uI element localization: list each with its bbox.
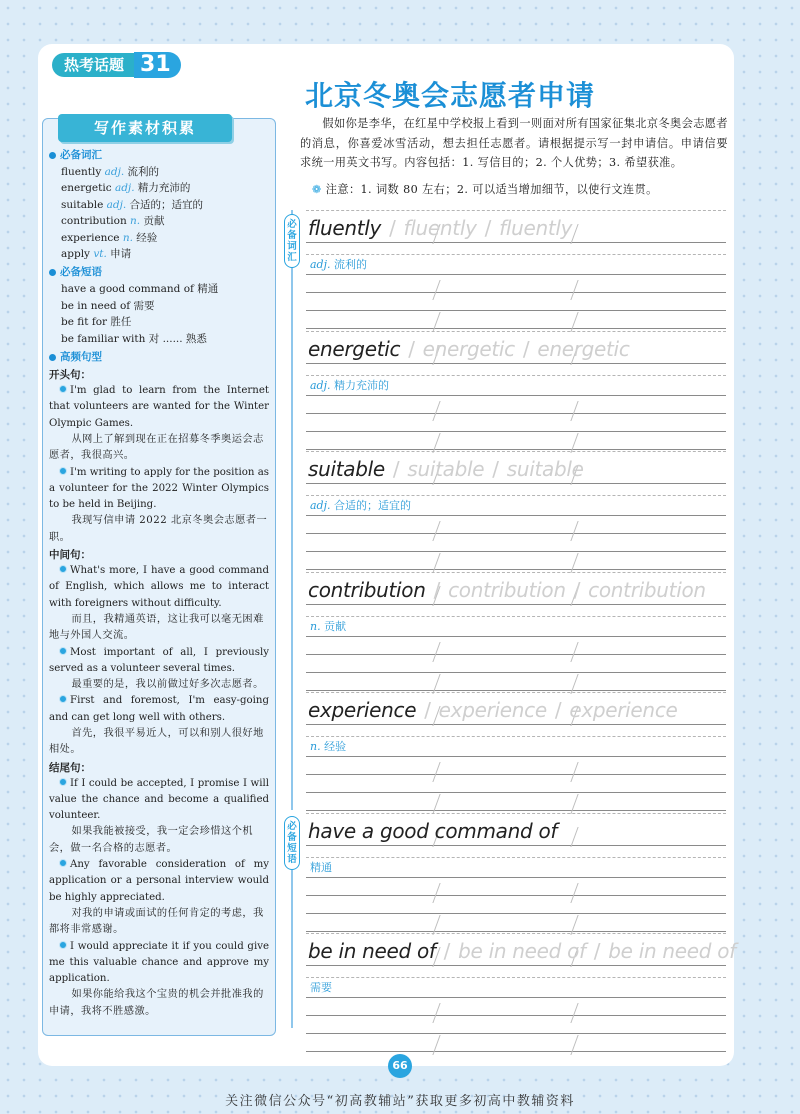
practice-word: [308, 337, 630, 361]
writing-rule: [306, 395, 726, 396]
practice-meaning: n. 贡献: [310, 619, 347, 633]
segment-mark: [432, 433, 440, 453]
trace-word: experience: [438, 698, 547, 722]
writing-rule: [306, 672, 726, 673]
sentence-cn: 对我的申请或面试的任何肯定的考虑，我都将非常感谢。: [49, 907, 264, 936]
trace-word: energetic: [422, 336, 515, 361]
segment-mark: [570, 312, 578, 332]
trace-slash: /: [593, 939, 601, 963]
writing-rule: [306, 877, 726, 878]
writing-guide: [306, 495, 726, 496]
segment-mark: [432, 762, 440, 782]
writing-rule: [306, 895, 726, 896]
sentence-cn: 如果我能被接受，我一定会珍惜这个机会，做一名合格的志愿者。: [49, 826, 254, 854]
trace-slash: /: [484, 216, 492, 240]
writing-rule: [306, 965, 726, 966]
page-title: 北京冬奥会志愿者申请: [304, 79, 595, 112]
bullet-dot-icon: [49, 152, 56, 159]
trace-slash: /: [573, 577, 581, 602]
sentence-en: What's more, I have a good command of English, which allows me to interact with foreigners without difficulty.: [49, 565, 269, 609]
writing-rule: [306, 533, 726, 534]
writing-guide: [306, 933, 726, 934]
vocab-pos: adj.: [114, 182, 135, 195]
writing-rule: [306, 483, 726, 484]
writing-rule: [306, 413, 726, 414]
writing-rule: [306, 431, 726, 432]
tab-vocab: [284, 214, 300, 268]
practice-word: [308, 216, 572, 240]
practice-divider-vocab: [291, 210, 293, 810]
sentence-bullet-icon: [59, 859, 67, 867]
sidebar-header: 写作素材积累: [58, 114, 232, 142]
sentence-cn: 首先，我很平易近人，可以和别人很好地相处。: [49, 728, 264, 756]
tab-char: 必: [287, 821, 297, 832]
page-number: 66: [388, 1054, 412, 1078]
segment-mark: [570, 794, 578, 814]
writing-rule: [306, 774, 726, 775]
writing-rule: [306, 931, 726, 932]
segment-mark: [570, 674, 578, 694]
sentence-group-label: 开头句：: [49, 369, 91, 382]
writing-rule: [306, 810, 726, 811]
writing-rule: [306, 310, 726, 311]
practice-meaning: adj. 合适的；适宜的: [310, 499, 412, 512]
sentence-cn: 我现写信申请 2022 北京冬奥会志愿者一职。: [49, 515, 268, 543]
phrase-list: [49, 281, 269, 347]
practice-word-text: suitable: [308, 457, 385, 481]
trace-slash: /: [443, 939, 451, 963]
trace-slash: /: [492, 457, 499, 481]
sentence-en: I'm writing to apply for the position as a volunteer for the 2022 Winter Olympics to be held in Beijing.: [49, 466, 269, 511]
segment-mark: [570, 827, 578, 847]
segment-mark: [570, 433, 578, 453]
vocab-item: energetic adj. 精力充沛的: [61, 182, 191, 195]
segment-mark: [432, 401, 440, 421]
practice-pos: n.: [310, 619, 321, 633]
sentence-groups: [49, 367, 269, 1020]
practice-word: [308, 939, 736, 963]
sentence-en: Most important of all, I previously served as a volunteer several times.: [49, 646, 269, 674]
trace-word: experience: [569, 698, 678, 722]
segment-mark: [432, 312, 440, 332]
tab-char: 词: [287, 241, 297, 252]
segment-mark: [570, 553, 578, 573]
tab-char: 汇: [287, 252, 297, 263]
sentence-group-label: 中间句：: [49, 549, 91, 562]
writing-rule: [306, 363, 726, 364]
writing-rule: [306, 636, 726, 637]
phrase-item: be familiar with 对 ...... 熟悉: [61, 332, 207, 345]
tab-char: 语: [287, 854, 297, 865]
segment-mark: [570, 521, 578, 541]
segment-mark: [432, 674, 440, 694]
practice-word: [308, 698, 678, 722]
writing-prompt: 假如你是李华，在红星中学校报上看到一则面对所有国家征集北京冬奥会志愿者的消息，你喜爱冰雪活动，想去担任志愿者。请根据提示写一封申请信。申请信要求统一用英文书写。内容包括：1. 写信目的；2. 个人优势；3. 希望获准。: [300, 117, 728, 170]
practice-block: [306, 455, 726, 573]
segment-mark: [432, 521, 440, 541]
writing-note: ❁ 注意：1. 词数 80 左右；2. 可以适当增加细节，以使行文连贯。: [312, 183, 658, 196]
vocab-pos: adj.: [106, 198, 127, 211]
sentence-en: I'm glad to learn from the Internet that volunteers are wanted for the Winter Olympic Games.: [49, 385, 269, 429]
footer-note: 关注微信公众号“初高教辅站”获取更多初高中教辅资料: [225, 1094, 575, 1109]
vocab-item: suitable adj. 合适的；适宜的: [61, 198, 204, 211]
sentence-group-label: 结尾句：: [49, 761, 91, 774]
sentence-bullet-icon: [59, 385, 67, 393]
writing-guide: [306, 210, 726, 211]
practice-block: [306, 696, 726, 814]
trace-word: be in need of: [458, 939, 586, 963]
segment-mark: [570, 883, 578, 903]
practice-meaning: adj. 流利的: [310, 258, 368, 271]
sentence-cn: 如果你能给我这个宝贵的机会并批准我的申请，我将不胜感激。: [49, 989, 264, 1017]
trace-slash: /: [433, 577, 441, 602]
phrase-item: have a good command of 精通: [61, 283, 219, 296]
segment-mark: [570, 1035, 578, 1055]
practice-block: [306, 576, 726, 694]
writing-rule: [306, 913, 726, 914]
writing-rule: [306, 1033, 726, 1034]
practice-word: [308, 819, 557, 843]
sentence-cn: 而且，我精通英语，这让我可以毫无困难地与外国人交流。: [49, 613, 264, 642]
segment-mark: [570, 1003, 578, 1023]
sentence-en: Any favorable consideration of my application or a personal interview would be highly appreciated.: [49, 859, 269, 903]
trace-word: fluently: [499, 216, 573, 240]
vocab-pos: adj.: [104, 166, 125, 178]
segment-mark: [570, 915, 578, 935]
vocab-item: contribution n. 贡献: [61, 215, 165, 228]
practice-pos: adj.: [310, 258, 331, 271]
writing-rule: [306, 724, 726, 725]
writing-rule: [306, 756, 726, 757]
practice-word: [308, 457, 584, 481]
practice-meaning: 精通: [310, 860, 332, 874]
practice-meaning: 需要: [310, 981, 332, 994]
writing-rule: [306, 449, 726, 450]
writing-guide: [306, 977, 726, 978]
sentence-cn: 从网上了解到现在正在招募冬季奥运会志愿者，我很高兴。: [49, 433, 264, 462]
sentence-cn: 最重要的是，我以前做过好多次志愿者。: [71, 679, 264, 691]
vocab-item: apply vt. 申请: [61, 248, 132, 261]
writing-rule: [306, 242, 726, 243]
practice-pos: adj.: [310, 499, 331, 512]
bullet-dot-icon: [49, 269, 56, 276]
trace-word: suitable: [407, 457, 485, 481]
practice-pos: n.: [310, 740, 321, 753]
practice-word-text: contribution: [308, 577, 426, 602]
vocab-item: experience n. 经验: [61, 231, 158, 244]
writing-rule: [306, 274, 726, 275]
vocab-pos: n.: [122, 231, 133, 244]
segment-mark: [570, 762, 578, 782]
writing-rule: [306, 1051, 726, 1052]
practice-word-text: have a good command of: [308, 818, 558, 843]
topic-badge: [52, 52, 181, 78]
material-sidebar: [42, 118, 276, 1036]
writing-guide: [306, 692, 726, 693]
note-star-icon: ❁: [312, 183, 322, 196]
tab-char: 必: [287, 219, 297, 230]
sentence-en: I would appreciate it if you could give me this valuable chance and approve my application.: [49, 940, 269, 985]
sentence-bullet-icon: [59, 565, 67, 573]
practice-meaning: adj. 精力充沛的: [310, 378, 390, 392]
sentence-en: If I could be accepted, I promise I will value the chance and become a qualified volunteer.: [49, 777, 269, 822]
trace-word: fluently: [403, 216, 477, 240]
trace-word: contribution: [448, 577, 566, 602]
writing-guide: [306, 572, 726, 573]
writing-rule: [306, 569, 726, 570]
practice-word-text: energetic: [308, 336, 401, 361]
writing-rule: [306, 328, 726, 329]
tab-char: 备: [287, 832, 297, 843]
tab-char: 短: [287, 843, 297, 854]
vocab-item: fluently adj. 流利的: [61, 166, 160, 178]
segment-mark: [570, 280, 578, 300]
trace-word: be in need of: [608, 939, 736, 963]
practice-pos: adj.: [310, 378, 331, 392]
segment-mark: [432, 642, 440, 662]
segment-mark: [432, 553, 440, 573]
topic-badge-label: 热考话题: [52, 53, 134, 77]
segment-mark: [432, 883, 440, 903]
segment-mark: [432, 915, 440, 935]
sentence-bullet-icon: [59, 941, 67, 949]
sentence-heading: 高频句型: [49, 349, 269, 366]
practice-word: [308, 578, 706, 602]
writing-guide: [306, 254, 726, 255]
topic-badge-number: 31: [134, 52, 181, 78]
segment-mark: [432, 1003, 440, 1023]
practice-block: [306, 214, 726, 332]
vocab-pos: vt.: [93, 248, 107, 261]
segment-mark: [432, 280, 440, 300]
trace-word: energetic: [537, 336, 630, 361]
writing-guide: [306, 736, 726, 737]
vocab-heading: 必备词汇: [49, 147, 269, 164]
tab-phrase: [284, 816, 300, 870]
vocab-list: [49, 164, 269, 262]
trace-slash: /: [389, 216, 396, 240]
bullet-dot-icon: [49, 354, 56, 361]
writing-rule: [306, 845, 726, 846]
writing-guide: [306, 616, 726, 617]
trace-slash: /: [522, 336, 530, 361]
phrase-item: be in need of 需要: [61, 299, 155, 312]
segment-mark: [432, 1035, 440, 1055]
segment-mark: [570, 401, 578, 421]
writing-guide: [306, 451, 726, 452]
writing-rule: [306, 997, 726, 998]
writing-guide: [306, 331, 726, 332]
trace-slash: /: [424, 698, 431, 722]
writing-rule: [306, 690, 726, 691]
practice-meaning: n. 经验: [310, 740, 347, 753]
trace-word: suitable: [506, 457, 584, 481]
writing-rule: [306, 604, 726, 605]
segment-mark: [432, 794, 440, 814]
sentence-bullet-icon: [59, 695, 67, 703]
writing-rule: [306, 654, 726, 655]
phrase-item: be fit for 胜任: [61, 316, 132, 329]
trace-slash: /: [392, 457, 400, 481]
sentence-en: First and foremost, I'm easy-going and can get long well with others.: [49, 695, 269, 723]
practice-block: [306, 937, 736, 1055]
writing-rule: [306, 515, 726, 516]
practice-word-text: experience: [308, 698, 417, 722]
phrase-heading: 必备短语: [49, 264, 269, 281]
sentence-bullet-icon: [59, 647, 67, 655]
sentence-bullet-icon: [59, 778, 67, 786]
writing-rule: [306, 551, 726, 552]
writing-guide: [306, 813, 726, 814]
writing-rule: [306, 792, 726, 793]
practice-word-text: be in need of: [308, 939, 436, 963]
trace-slash: /: [554, 698, 562, 722]
practice-word-text: fluently: [308, 216, 382, 240]
writing-rule: [306, 292, 726, 293]
practice-block: [306, 335, 726, 453]
writing-guide: [306, 375, 726, 376]
tab-char: 备: [287, 230, 297, 241]
sentence-bullet-icon: [59, 467, 67, 475]
segment-mark: [570, 642, 578, 662]
writing-guide: [306, 857, 726, 858]
vocab-pos: n.: [130, 215, 141, 228]
trace-word: contribution: [588, 577, 706, 602]
writing-rule: [306, 1015, 726, 1016]
trace-slash: /: [408, 336, 415, 361]
practice-block: [306, 817, 726, 935]
